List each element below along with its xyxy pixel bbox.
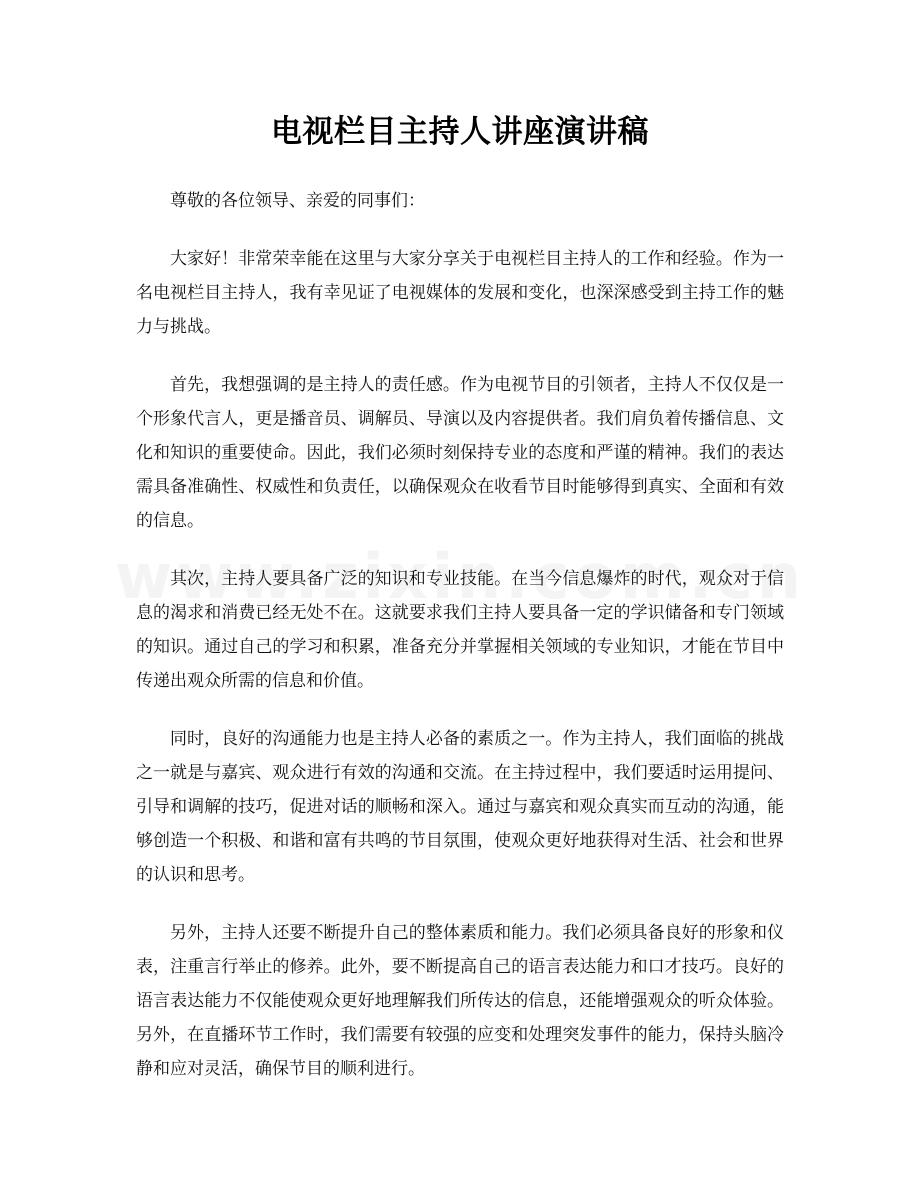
document-body [136,184,784,1110]
paragraph-communication: 同时，良好的沟通能力也是主持人必备的素质之一。作为主持人，我们面临的挑战之一就是与嘉宾、观众进行有效的沟通和交流。在主持过程中，我们要适时运用提问、引导和调解的技巧，促进对话的顺畅和深入。通过与嘉宾和观众真实而互动的沟通，能够创造一个积极、和谐和富有共鸣的节目氛围，使观众更好地获得对生活、社会和世界的认识和思考。 [136,729,784,885]
paragraph-quality: 另外，主持人还要不断提升自己的整体素质和能力。我们必须具备良好的形象和仪表，注重言行举止的修养。此外，要不断提高自己的语言表达能力和口才技巧。良好的语言表达能力不仅能使观众更好地理解我们所传达的信息，还能增强观众的听众体验。另外，在直播环节工作时，我们需要有较强的应变和处理突发事件的能力，保持头脑冷静和应对灵活，确保节目的顺利进行。 [136,923,784,1079]
paragraph-intro: 大家好！非常荣幸能在这里与大家分享关于电视栏目主持人的工作和经验。作为一名电视栏目主持人，我有幸见证了电视媒体的发展和变化，也深深感受到主持工作的魅力与挑战。 [136,249,784,337]
paragraph-responsibility: 首先，我想强调的是主持人的责任感。作为电视节目的引领者，主持人不仅仅是一个形象代言人，更是播音员、调解员、导演以及内容提供者。我们肩负着传播信息、文化和知识的重要使命。因此，我们必须时刻保持专业的态度和严谨的精神。我们的表达需具备准确性、权威性和负责任，以确保观众在收看节目时能够得到真实、全面和有效的信息。 [136,375,784,531]
paragraph-knowledge: 其次，主持人要具备广泛的知识和专业技能。在当今信息爆炸的时代，观众对于信息的渴求和消费已经无处不在。这就要求我们主持人要具备一定的学识储备和专门领域的知识。通过自己的学习和积累，准备充分并掌握相关领域的专业知识，才能在节目中传递出观众所需的信息和价值。 [136,569,784,691]
paragraph-salutation: 尊敬的各位领导、亲爱的同事们： [170,191,425,211]
document-title: 电视栏目主持人讲座演讲稿 [271,114,649,150]
